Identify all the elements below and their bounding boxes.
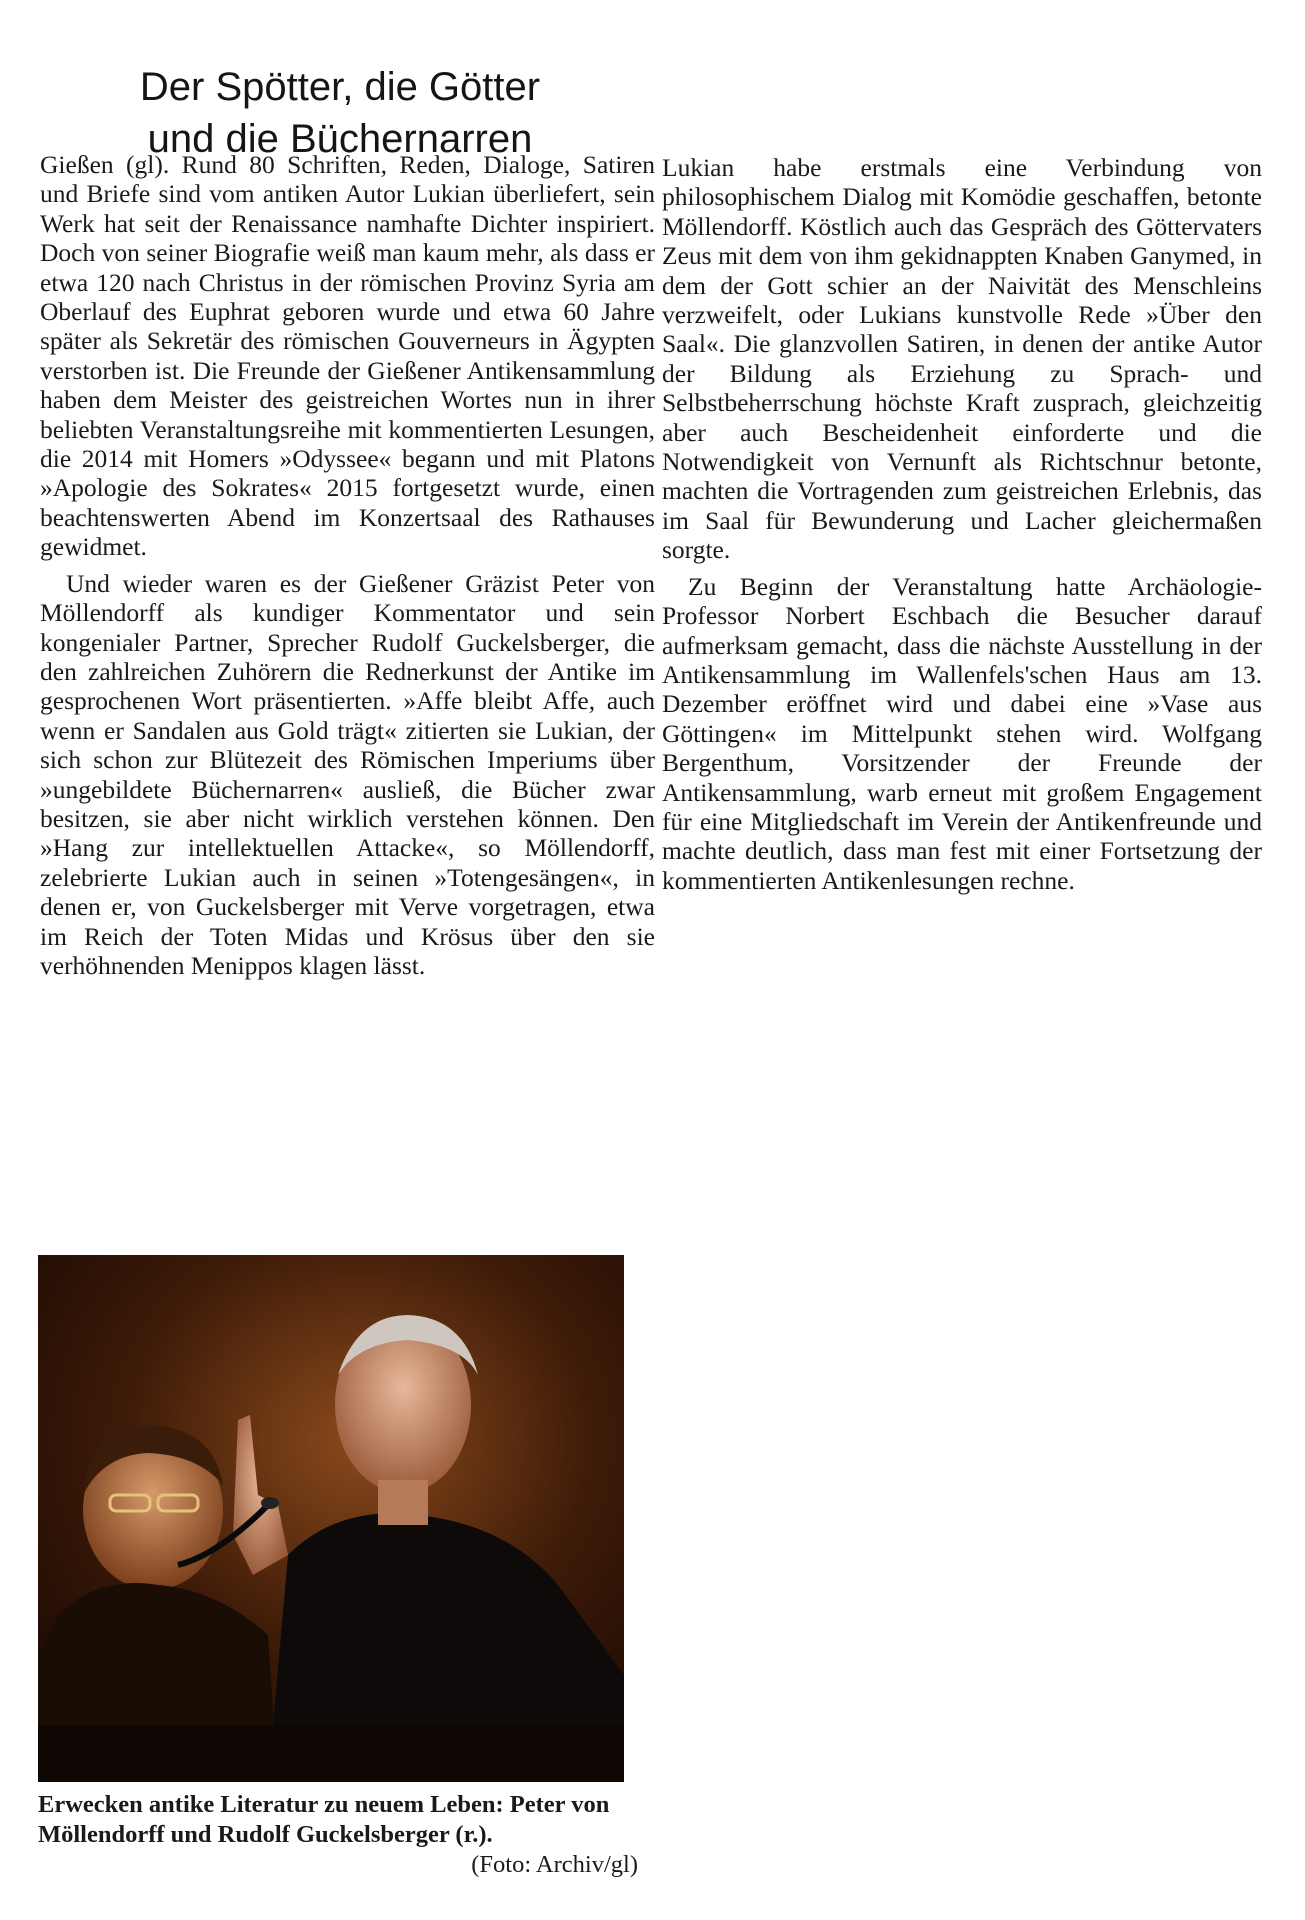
- headline-line-1: Der Spötter, die Götter: [139, 64, 541, 109]
- caption-text: Erwecken antike Literatur zu neuem Leben: Peter von Möllendorff und Rudolf Guckelsberger (r.).: [38, 1791, 610, 1848]
- photo-credit: (Foto: Archiv/gl): [471, 1851, 638, 1878]
- paragraph-3: Lukian habe erstmals eine Verbindung von philosophischem Dialog mit Komödie geschaffen, betonte Möllendorff. Köstlich auch das Gespräch des Göttervaters Zeus mit dem von ihm gekidnappten Knaben Ganymed, in dem der Gott schier an der Naivität des Menschleins verzweifelt, oder Lukians kunstvolle Rede »Über den Saal«. Die glanzvollen Satiren, in denen der antike Autor der Bildung als Erziehung zu Sprach- und Selbstbeherrschung höchste Kraft zusprach, gleichzeitig aber auch Bescheidenheit einforderte und die Notwendigkeit von Vernunft als Richtschnur betonte, machten die Vortragenden zum geistreichen Erlebnis, das im Saal für Bewunderung und Lacher gleichermaßen sorgte.: [662, 153, 1262, 565]
- paragraph-2: Und wieder waren es der Gießener Gräzist Peter von Möllendorff als kundiger Kommentator und sein kongenialer Partner, Sprecher Rudolf Guckelsberger, die den zahlreichen Zuhörern die Rednerkunst der Antike im gesprochenen Wort präsentierten. »Affe bleibt Affe, auch wenn er Sandalen aus Gold trägt« zitierten sie Lukian, der sich schon zur Blütezeit des Römischen Imperiums über »ungebildete Büchernarren« ausließ, die Bücher zwar besitzen, sie aber nicht wirklich verstehen können. Den »Hang zur intellektuellen Attacke«, so Möllendorff, zelebrierte Lukian auch in seinen »Totengesängen«, in denen er, von Guckelsberger mit Verve vorgetragen, etwa im Reich der Toten Midas und Krösus über den sie verhöhnenden Menippos klagen lässt.: [40, 568, 655, 980]
- article-column-right: [662, 153, 1262, 902]
- headline-line-2: und die Büchernarren: [147, 116, 533, 161]
- photo-caption: [38, 1790, 638, 1880]
- article-photo: [38, 1255, 624, 1782]
- paragraph-4: Zu Beginn der Veranstaltung hatte Archäologie-Professor Norbert Eschbach die Besucher darauf aufmerksam gemacht, dass die nächste Ausstellung in der Antikensammlung im Wallenfels'schen Haus am 13. Dezember eröffnet wird und dabei eine »Vase aus Göttingen« im Mittelpunkt stehen wird. Wolfgang Bergenthum, Vorsitzender der Freunde der Antikensammlung, warb erneut mit großem Engagement für eine Mitgliedschaft im Verein der Antikenfreunde und machte deutlich, dass man fest mit einer Fortsetzung der kommentierten Antikenlesungen rechne.: [662, 571, 1262, 895]
- article-column-left: [40, 150, 655, 987]
- paragraph-1: Gießen (gl). Rund 80 Schriften, Reden, Dialoge, Satiren und Briefe sind vom antiken Autor Lukian überliefert, sein Werk hat seit der Renaissance namhafte Dichter inspiriert. Doch von seiner Biografie weiß man kaum mehr, als dass er etwa 120 nach Christus in der römischen Provinz Syria am Oberlauf des Euphrat geboren wurde und etwa 60 Jahre später als Sekretär des römischen Gouverneurs in Ägypten verstorben ist. Die Freunde der Gießener Antikensammlung haben dem Meister des geistreichen Wortes nun in ihrer beliebten Veranstaltungsreihe mit kommentierten Lesungen, die 2014 mit Homers »Odyssee« begann und mit Platons »Apologie des Sokrates« 2015 fortgesetzt wurde, einen beachtenswerten Abend im Konzertsaal des Rathauses gewidmet.: [40, 150, 655, 562]
